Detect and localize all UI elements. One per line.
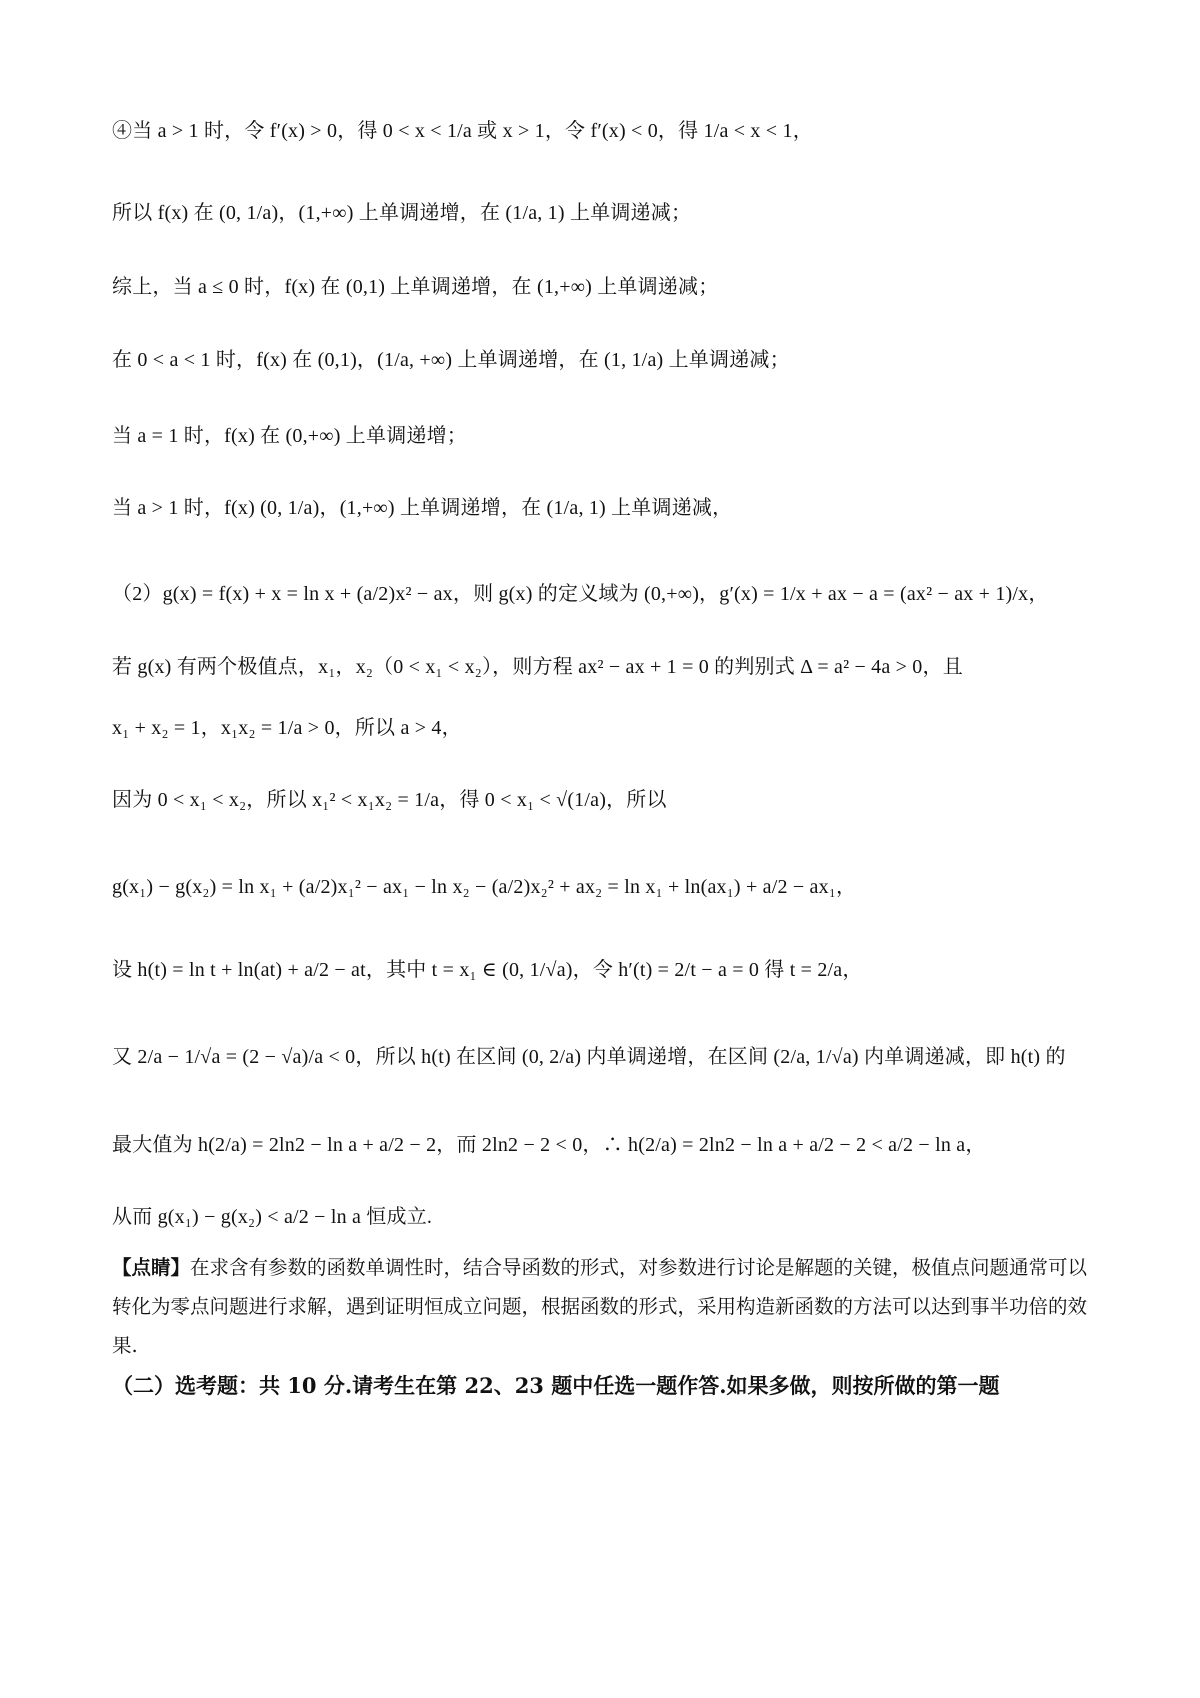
part2-derivative-line: （2）g(x) = f(x) + x = ln x + (a/2)x² − ax，则 g(x) 的定义域为 (0,+∞)，g′(x) = 1/x + ax − a = (ax² − ax + 1)/x， — [112, 583, 1049, 605]
solution-line-case4: ④当 a > 1 时，令 f′(x) > 0，得 0 < x < 1/a 或 x > 1，令 f′(x) < 0，得 1/a < x < 1， — [112, 120, 813, 142]
summary-line-a-eq-1: 当 a = 1 时，f(x) 在 (0,+∞) 上单调递增； — [112, 425, 467, 447]
vieta-line: x₁ + x₂ = 1，x₁x₂ = 1/a > 0，所以 a > 4， — [112, 717, 462, 739]
extremum-condition-line: 若 g(x) 有两个极值点，x₁，x₂（0 < x₁ < x₂），则方程 ax² − ax + 1 = 0 的判别式 Δ = a² − 4a > 0，且 — [112, 656, 963, 678]
summary-line-0-lt-a-lt-1: 在 0 < a < 1 时，f(x) 在 (0,1)，(1/a, +∞) 上单调递增，在 (1, 1/a) 上单调递减； — [112, 349, 790, 371]
conclusion-line: 从而 g(x₁) − g(x₂) < a/2 − ln a 恒成立. — [112, 1206, 433, 1228]
difference-expression-line: g(x₁) − g(x₂) = ln x₁ + (a/2)x₁² − ax₁ − ln x₂ − (a/2)x₂² + ax₂ = ln x₁ + ln(ax₁) + a/2 − ax₁， — [112, 876, 857, 898]
summary-line-a-le-0: 综上，当 a ≤ 0 时，f(x) 在 (0,1) 上单调递增，在 (1,+∞) 上单调递减； — [112, 276, 719, 298]
h-function-definition-line: 设 h(t) = ln t + ln(at) + a/2 − at，其中 t = x₁ ∈ (0, 1/√a)，令 h′(t) = 2/t − a = 0 得 t = 2/a， — [112, 959, 863, 981]
summary-line-a-gt-1: 当 a > 1 时，f(x) (0, 1/a)，(1,+∞) 上单调递增，在 (1/a, 1) 上单调递减， — [112, 497, 733, 519]
remark-text: 在求含有参数的函数单调性时，结合导函数的形式，对参数进行讨论是解题的关键，极值点问题通常可以转化为零点问题进行求解，遇到证明恒成立问题，根据函数的形式，采用构造新函数的方法可以达到事半功倍的效果. — [112, 1256, 1088, 1357]
x1-range-line: 因为 0 < x₁ < x₂，所以 x₁² < x₁x₂ = 1/a，得 0 < x₁ < √(1/a)，所以 — [112, 789, 667, 811]
h-maximum-line: 最大值为 h(2/a) = 2ln2 − ln a + a/2 − 2，而 2ln2 − 2 < 0，∴ h(2/a) = 2ln2 − ln a + a/2 − 2 < a/2 − ln a， — [112, 1134, 986, 1156]
section-heading-optional-questions: （二）选考题：共 10 分.请考生在第 22、23 题中任选一题作答.如果多做，则按所做的第一题 — [112, 1373, 1000, 1398]
solution-line-case4-result: 所以 f(x) 在 (0, 1/a)，(1,+∞) 上单调递增，在 (1/a, 1) 上单调递减； — [112, 202, 692, 224]
remark-tag: 【点睛】 — [112, 1256, 191, 1279]
remark-paragraph — [112, 1248, 1092, 1365]
h-monotonicity-line: 又 2/a − 1/√a = (2 − √a)/a < 0，所以 h(t) 在区间 (0, 2/a) 内单调递增，在区间 (2/a, 1/√a) 内单调递减，即 h(t) 的 — [112, 1046, 1066, 1068]
